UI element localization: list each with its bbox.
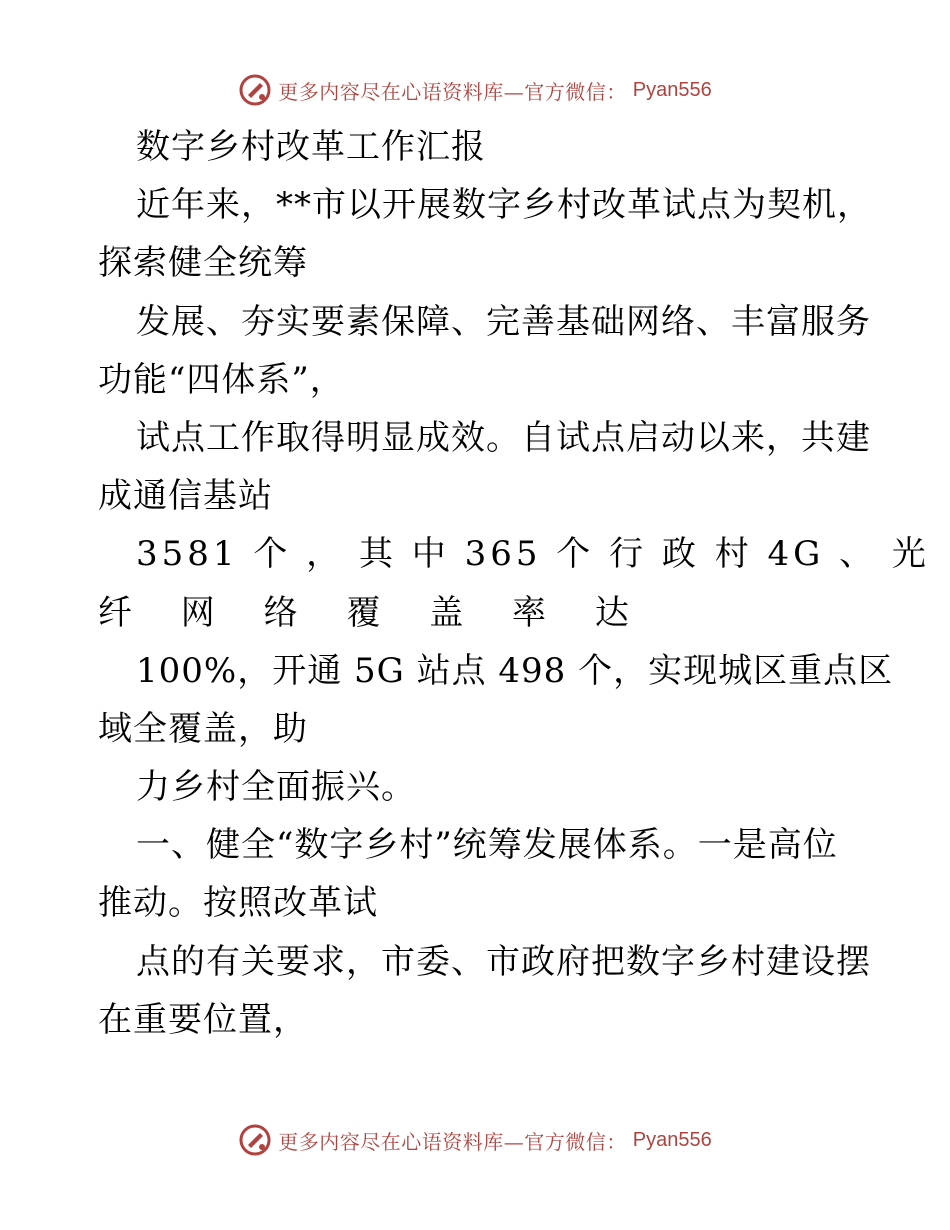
text-line: 力乡村全面振兴。 — [136, 767, 416, 808]
footer-watermark — [0, 1120, 950, 1160]
watermark-text: 更多内容尽在心语资料库—官方微信： — [278, 79, 627, 104]
text-line: 3581 个 ， 其 中 365 个 行 政 村 4G 、 光 — [136, 534, 930, 575]
text-line: 在重要位置， — [98, 999, 308, 1040]
seal-logo-icon — [238, 1123, 272, 1157]
watermark-handle: Pyan556 — [632, 1128, 712, 1151]
text-line: 成通信基站 — [98, 476, 273, 517]
header-watermark — [0, 70, 950, 110]
seal-logo-icon — [238, 73, 272, 107]
text-line: 域全覆盖，助 — [98, 708, 308, 749]
text-line: 近年来，**市以开展数字乡村改革试点为契机， — [136, 185, 872, 226]
text-line: 探索健全统筹 — [98, 243, 308, 284]
document-body — [98, 118, 930, 1049]
text-line: 试点工作取得明显成效。自试点启动以来，共建 — [136, 417, 871, 458]
text-line: 一、健全“数字乡村”统筹发展体系。一是高位 — [136, 825, 838, 866]
text-line: 纤 网 络 覆 盖 率 达 — [98, 592, 648, 633]
text-line: 发展、夯实要素保障、完善基础网络、丰富服务 — [136, 301, 871, 342]
text-line: 功能“四体系”， — [98, 359, 345, 400]
text-line: 推动。按照改革试 — [98, 883, 378, 924]
document-title: 数字乡村改革工作汇报 — [136, 127, 486, 167]
watermark-text: 更多内容尽在心语资料库—官方微信： — [278, 1129, 627, 1154]
watermark-handle: Pyan556 — [632, 78, 712, 101]
text-line: 点的有关要求，市委、市政府把数字乡村建设摆 — [136, 941, 871, 982]
text-line: 100%，开通 5G 站点 498 个，实现城区重点区 — [136, 650, 894, 691]
